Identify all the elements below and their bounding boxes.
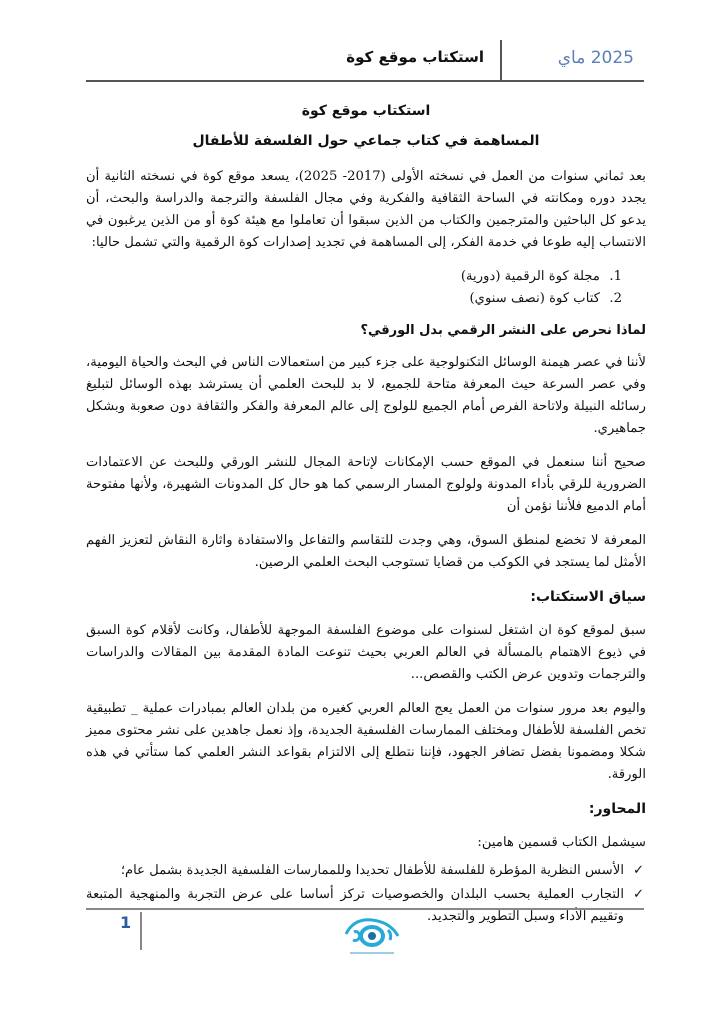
page-header bbox=[86, 40, 644, 80]
axes-item-text: الأسس النظرية المؤطرة للفلسفة للأطفال تحديدا وللممارسات الفلسفية الجديدة بشمل عام؛ bbox=[120, 863, 624, 878]
header-date: 2025 ماي bbox=[557, 48, 634, 68]
why-paragraph: لأننا في عصر هيمنة الوسائل التكنولوجية على جزء كبير من استعمالات الناس في البحث والحياة اليومية، وفي عصر السرعة حيث المعرفة متاحة للجميع، لا بد للبحث العلمي أن يسترشد بهذه الوسائل لتبليغ رسائله النبيلة ولاتاحة الفرص أمام الجميع للولوج إلى عالم المعرفة والفكر والثقافة دون صعوبة وبشكل جماهيري. bbox=[86, 355, 646, 436]
header-divider bbox=[86, 80, 644, 82]
document-title: استكتاب موقع كوة bbox=[301, 103, 431, 119]
checkmark-icon: ✓ bbox=[632, 863, 644, 878]
axes-item bbox=[86, 860, 644, 882]
publication-text: كتاب كوة (نصف سنوي) bbox=[469, 291, 600, 306]
axes-heading: المحاور: bbox=[588, 801, 646, 817]
context-heading: سياق الاستكتاب: bbox=[530, 589, 646, 605]
publication-item bbox=[86, 288, 622, 310]
kuwwa-logo bbox=[340, 912, 404, 960]
axes-item-text: التجارب العملية بحسب البلدان والخصوصيات تركز أساسا على عرض التجربة والمنهجية المتبعة وتقييم الأداء وسبل التطوير والتجديد. bbox=[86, 887, 624, 924]
list-number: 1. bbox=[609, 269, 622, 284]
page-number: 1 bbox=[120, 913, 132, 932]
why-paragraph: المعرفة لا تخضع لمنطق السوق، وهي وجدت للتقاسم والتفاعل والاستفادة واثارة النقاش لتعزيز الفهم الأمثل لما يستجد في الكوكب من قضايا تستوجب البحث العلمي الرصين. bbox=[86, 533, 646, 570]
header-divider-vertical bbox=[500, 40, 502, 80]
document-body bbox=[86, 100, 646, 930]
footer-divider bbox=[86, 908, 644, 910]
list-number: 2. bbox=[609, 291, 622, 306]
why-paragraph: صحيح أننا سنعمل في الموقع حسب الإمكانات لإتاحة المجال للنشر الورقي وللبحث عن الاعتمادات الضرورية للرقي بأداء المدونة ولولوج المسار الرسمي كما هو حال كل المدونات الشهيرة، ولأنها مفتوحة أمام الدميع فلأننا نؤمن أن bbox=[86, 455, 646, 514]
context-paragraph: واليوم بعد مرور سنوات من العمل يعج العالم العربي كغيره من بلدان العالم بمبادرات عملية _ تطبيقية تخص الفلسفة للأطفال ومختلف الممارسات الفلسفية الجديدة، وإذ نعمل جاهدين على نشر محتوى مميز شكلا ومضمونا بفضل تضافر الجهود، فإننا نتطلع إلى الالتزام بقواعد النشر العلمي كما ستأتي في هذه الورقة. bbox=[86, 701, 647, 782]
context-paragraph: سبق لموقع كوة ان اشتغل لسنوات على موضوع الفلسفة الموجهة للأطفال، وكانت لأقلام كوة السبق في ذيوع الاهتمام بالمسألة في العالم العربي بحيث تنوعت المادة المقدمة بين المقالات والدراسات والترجمات وتدوين عرض الكتب والقصص... bbox=[86, 623, 646, 682]
publication-item bbox=[86, 266, 622, 288]
publications-list bbox=[86, 266, 646, 310]
why-digital-question: لماذا نحرص على النشر الرقمي بدل الورقي؟ bbox=[360, 323, 646, 338]
publication-text: مجلة كوة الرقمية (دورية) bbox=[460, 269, 600, 284]
page-number-divider bbox=[140, 912, 142, 950]
axes-intro: سيشمل الكتاب قسمين هامين: bbox=[477, 835, 646, 850]
document-subtitle: المساهمة في كتاب جماعي حول الفلسفة للأطفال bbox=[192, 133, 540, 149]
intro-paragraph: بعد ثماني سنوات من العمل في نسخته الأولى (2017- 2025)، يسعد موقع كوة في نسخته الثانية أن يجدد دوره ومكانته في الساحة الثقافية والفكرية وفي مجال الفلسفة والترجمة والدراسة والبحث، أن يدعو كل الباحثين والمترجمين والكتاب من الذين سبقوا أن تعاملوا مع هيئة كوة أو من الذين يرغبون في الانتساب إليه طوعا في خدمة الفكر، إلى المساهمة في تجديد إصدارات كوة الرقمية والتي تشمل حاليا: bbox=[86, 169, 646, 250]
header-title: استكتاب موقع كوة bbox=[346, 48, 484, 66]
checkmark-icon: ✓ bbox=[632, 887, 644, 902]
